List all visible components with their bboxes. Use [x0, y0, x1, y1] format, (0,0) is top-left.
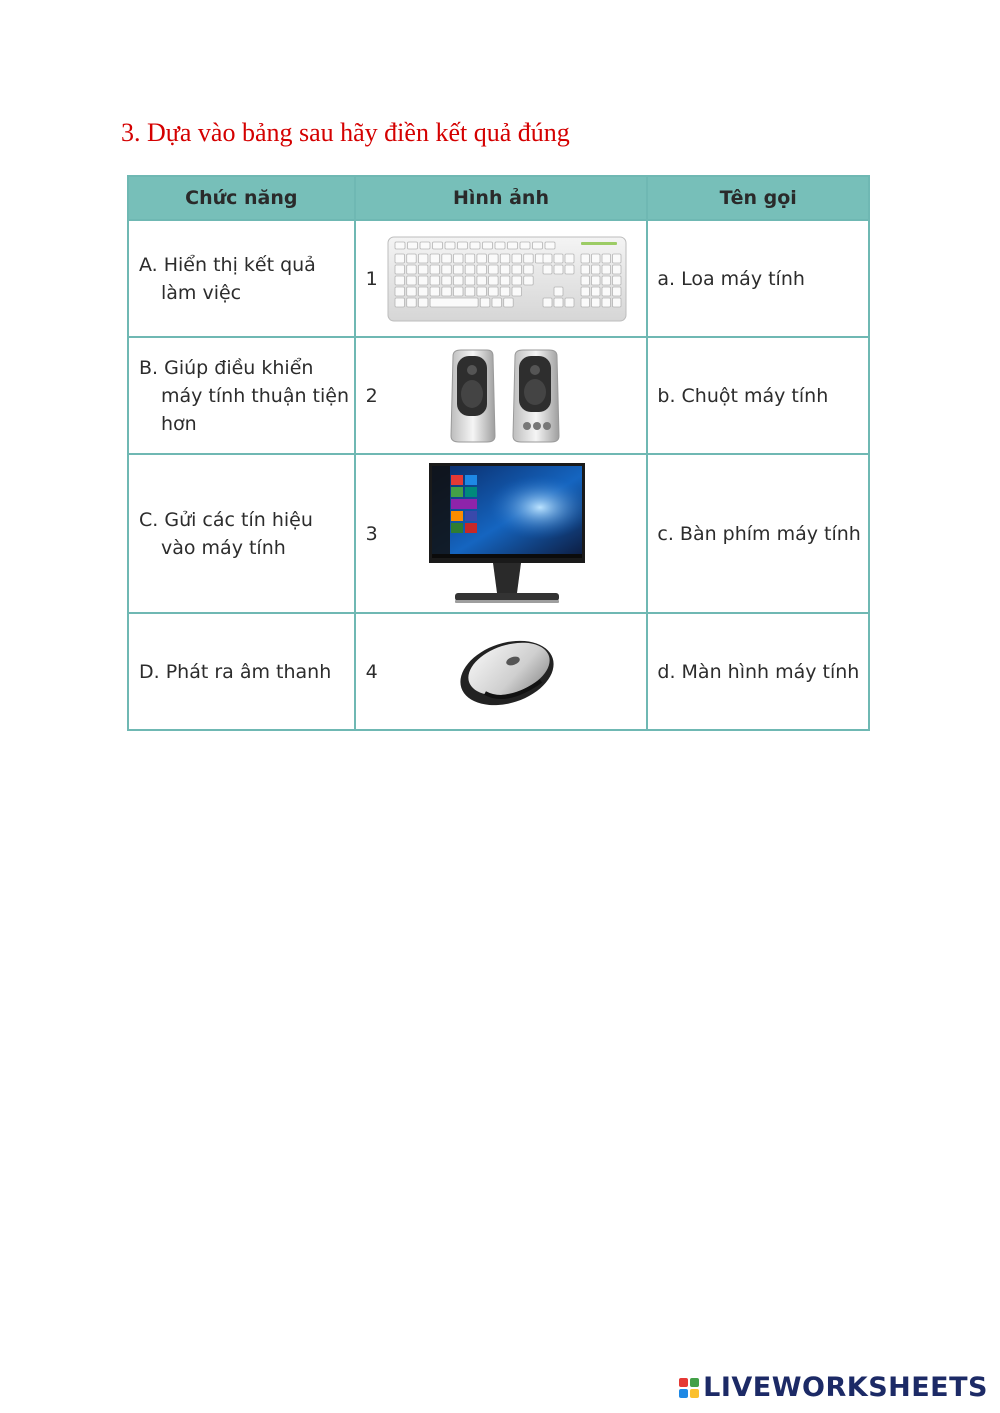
name-cell: d. Màn hình máy tính	[647, 613, 869, 730]
question-title: 3. Dựa vào bảng sau hãy điền kết quả đúng	[121, 118, 570, 147]
logo-square	[679, 1378, 688, 1387]
image-cell	[355, 454, 648, 613]
header-image: Hình ảnh	[355, 176, 648, 220]
image-number: 3	[365, 522, 378, 545]
keyboard-image	[387, 236, 627, 322]
header-function: Chức năng	[128, 176, 355, 220]
function-cell	[128, 220, 355, 337]
function-text: B. Giúp điều khiển máy tính thuận tiện hơn	[139, 356, 350, 435]
table-row	[128, 613, 869, 730]
logo-mark-icon	[679, 1378, 699, 1398]
image-cell	[355, 220, 648, 337]
table-row	[128, 220, 869, 337]
function-cell	[128, 454, 355, 613]
name-cell: a. Loa máy tính	[647, 220, 869, 337]
image-cell	[355, 337, 648, 454]
image-number: 4	[365, 660, 378, 683]
name-cell: c. Bàn phím máy tính	[647, 454, 869, 613]
function-cell	[128, 613, 355, 730]
image-cell	[355, 613, 648, 730]
liveworksheets-logo	[679, 1372, 988, 1403]
monitor-image	[427, 461, 587, 607]
name-cell: b. Chuột máy tính	[647, 337, 869, 454]
header-name: Tên gọi	[647, 176, 869, 220]
logo-square	[679, 1389, 688, 1398]
table-row	[128, 337, 869, 454]
speakers-image	[447, 348, 567, 444]
function-cell	[128, 337, 355, 454]
table-header-row	[128, 176, 869, 220]
image-number: 1	[365, 267, 378, 290]
function-text: A. Hiển thị kết quả làm việc	[139, 253, 316, 304]
function-text: D. Phát ra âm thanh	[139, 660, 332, 683]
table-row	[128, 454, 869, 613]
image-number: 2	[365, 384, 378, 407]
logo-text: LIVEWORKSHEETS	[703, 1372, 988, 1403]
logo-square	[690, 1378, 699, 1387]
function-text: C. Gửi các tín hiệu vào máy tính	[139, 508, 313, 559]
logo-square	[690, 1389, 699, 1398]
mouse-image	[455, 635, 559, 709]
matching-table	[127, 175, 870, 731]
